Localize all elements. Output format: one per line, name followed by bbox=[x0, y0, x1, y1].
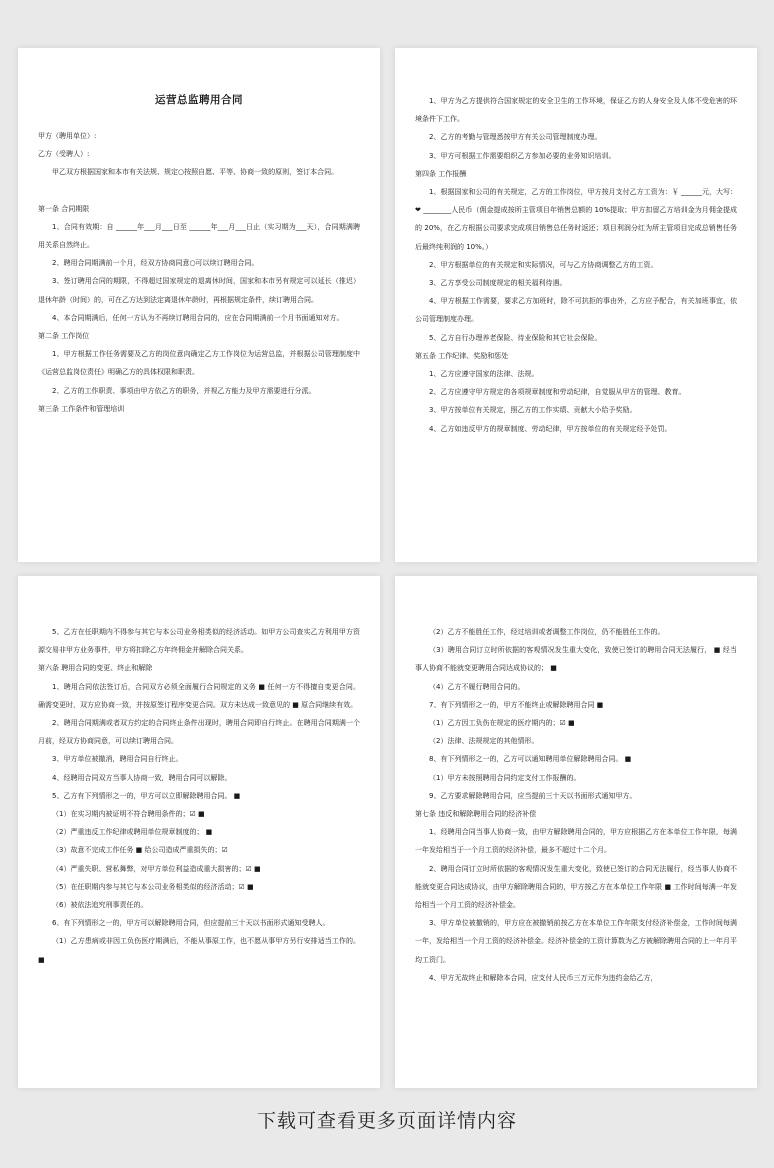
section-heading: 第五条 工作纪律、奖励和惩处 bbox=[415, 351, 509, 360]
contract-paragraph: 7、有下列情形之一的，甲方不能终止或解除聘用合同 ■ bbox=[429, 700, 604, 709]
document-page-2 bbox=[395, 48, 757, 562]
contract-paragraph: 3、甲方单位被撤销的，甲方应在被撤销前按乙方在本单位工作年限支付经济补偿金，工作时间每满一年，发给相当一个月工资的经济补偿金。经济补偿金的工资计算数为乙方被解除聘用合同的上一年月平均工资门。 bbox=[415, 919, 737, 964]
contract-paragraph: 1、合同有效期：自 ______年___月___日至 ______年___月___日止（实习期为___天），合同期满聘用关系自然终止。 bbox=[38, 222, 360, 250]
contract-paragraph: 3、甲方可根据工作需要组织乙方参加必要的业务知识培训。 bbox=[429, 151, 616, 160]
contract-paragraph: 2、聘用合同订立时所依据的客观情况发生重大变化，致使已签订的合同无法履行，经当事人协商不能就变更合同达成协议，由甲方解除聘用合同的，甲方按乙方在本单位工作年限 ■ 工作时间每满一年发给相当一个月工资的经济补偿金。 bbox=[415, 864, 737, 910]
download-hint-text: 下载可查看更多页面详情内容 bbox=[256, 1110, 517, 1132]
section-heading: 甲方（聘用单位）: bbox=[38, 132, 97, 140]
document-page-4 bbox=[395, 576, 757, 1088]
contract-paragraph: 4、乙方如违反甲方的规章制度、劳动纪律，甲方按单位的有关规定经予处罚。 bbox=[429, 424, 672, 433]
contract-paragraph: （2）乙方不能胜任工作，经过培训或者调整工作岗位，仍不能胜任工作的。 bbox=[429, 628, 665, 636]
contract-paragraph: 1、聘用合同依法签订后，合同双方必须全面履行合同规定的义务 ■ 任何一方不得擅自变更合同。确需变更时，双方应协商一致，并按原签订程序变更合同。双方未达成一致意见的 ■ 原合同继续有效。 bbox=[38, 682, 360, 709]
contract-paragraph: 3、乙方享受公司制度规定的相关福利待遇。 bbox=[429, 279, 567, 288]
section-heading: 第三条 工作条件和管理培训 bbox=[38, 404, 125, 413]
contract-paragraph: （5）在任职期内参与其它与本公司业务相类似的经济活动；☑ ■ bbox=[52, 882, 254, 891]
contract-paragraph: 8、有下列情形之一的，乙方可以通知聘用单位解除聘用合同。 ■ bbox=[429, 755, 632, 764]
contract-paragraph: 4、本合同期满后，任何一方认为不再续订聘用合同的，应在合同期满前一个月书面通知对方。 bbox=[52, 313, 344, 322]
contract-paragraph: 4、甲方无故终止和解除本合同，应支付人民币三万元作为违约金给乙方， bbox=[429, 973, 658, 982]
section-heading: 第六条 聘用合同的变更、终止和解除 bbox=[38, 664, 153, 673]
document-page-1 bbox=[18, 48, 380, 562]
document-page-3 bbox=[18, 576, 380, 1088]
contract-paragraph: 1、根据国家和公司的有关规定，乙方的工作岗位，甲方按月支付乙方工资为：￥ ______元，大写：❤ ________人民币（佣金提成按所主管项目年销售总额的 10%提取；甲方扣留乙方培训金为月佣金提成的 20%，在乙方根据公司要求完成项目销售总任务时返还；项目利润分红为所主管项目完成总销售任务后最终纯利润的 10%。） bbox=[415, 188, 737, 251]
contract-paragraph: 6、有下列情形之一的，甲方可以解除聘用合同，但应提前三十天以书面形式通知受聘人。 bbox=[52, 919, 330, 928]
contract-paragraph: （2）严重违反工作纪律或聘用单位规章制度的； ■ bbox=[52, 828, 213, 837]
contract-paragraph: 4、甲方根据工作需要，要求乙方加班时，除不可抗拒的事由外，乙方应予配合，有关加班事宜，依公司管理制度办理。 bbox=[415, 297, 737, 324]
contract-title: 运营总监聘用合同 bbox=[155, 94, 243, 106]
contract-paragraph: 3、甲方单位被撤消，聘用合同自行终止。 bbox=[52, 755, 183, 764]
section-heading: 第四条 工作报酬 bbox=[415, 169, 467, 178]
contract-paragraph: 2、甲方根据单位的有关规定和实际情况，可与乙方协商调整乙方的工资。 bbox=[429, 260, 658, 269]
paragraph-gap bbox=[38, 182, 360, 200]
contract-paragraph: 甲乙双方根据国家和本市有关法规、规定○按照自愿、平等、协商一致的原则，签订本合同。 bbox=[52, 168, 339, 177]
contract-paragraph: （1）乙方患病或非因工负伤医疗期满后，不能从事原工作，也不愿从事甲方另行安排适当工作的。 ■ bbox=[38, 937, 360, 964]
contract-paragraph: （1）甲方未按照聘用合同约定支付工作报酬的。 bbox=[429, 773, 581, 782]
contract-paragraph: 2、聘用合同期满前一个月，经双方协商同意○可以续订聘用合同。 bbox=[52, 259, 259, 268]
section-heading: 第一条 合同期限 bbox=[38, 204, 90, 213]
contract-paragraph: （3）聘用合同订立时所依据的客观情况发生重大变化，致使已签订的聘用合同无法履行， ■ 经当事人协商不能就变更聘用合同达成协议的； ■ bbox=[415, 646, 737, 673]
contract-paragraph: （2）法律、法规规定的其他情形。 bbox=[429, 737, 539, 746]
contract-paragraph: （1）乙方因工负伤在规定的医疗期内的；☑ ■ bbox=[429, 719, 575, 728]
contract-paragraph: 4、经聘用合同双方当事人协商一致，聘用合同可以解除。 bbox=[52, 773, 232, 782]
contract-paragraph: 2、乙方应遵守甲方规定的各项规章制度和劳动纪律，自觉服从甲方的管理、教育。 bbox=[429, 388, 686, 397]
contract-paragraph: 2、乙方的考勤与管理悉按甲方有关公司管理制度办理。 bbox=[429, 133, 602, 142]
contract-paragraph: （6）被依法追究刑事责任的。 bbox=[52, 901, 148, 910]
contract-paragraph: 5、乙方有下列情形之一的，甲方可以立即解除聘用合同。 ■ bbox=[52, 791, 241, 800]
contract-paragraph: 1、经聘用合同当事人协商一致，由甲方解除聘用合同的，甲方应根据乙方在本单位工作年限，每满一年发给相当于一个月工资的经济补偿，最多不超过十二个月。 bbox=[415, 828, 737, 855]
contract-paragraph: （4）乙方不履行聘用合同的。 bbox=[429, 682, 525, 691]
contract-paragraph: 3、签订聘用合同的期限，不得超过国家规定的退离休时间，国家和本市另有规定可以延长（推迟）退休年龄（时间）的，可在乙方达到法定离退休年龄时，再根据规定条件，续订聘用合同。 bbox=[38, 277, 360, 304]
contract-paragraph: （4）严重失职、营私舞弊，对甲方单位利益造成重大损害的；☑ ■ bbox=[52, 864, 261, 873]
contract-paragraph: 1、甲方为乙方提供符合国家规定的安全卫生的工作环境，保证乙方的人身安全及人体不受危害的环境条件下工作。 bbox=[415, 97, 737, 124]
contract-paragraph: 3、甲方按单位有关规定，照乙方的工作实绩、贡献大小给予奖励。 bbox=[429, 406, 637, 415]
contract-paragraph: 2、乙方的工作职责、事项由甲方依乙方的职务，并视乙方能力及甲方需要进行分派。 bbox=[52, 386, 316, 395]
contract-paragraph: （3）故意不完成工作任务 ■ 给公司造成严重损失的；☑ bbox=[52, 846, 228, 855]
section-heading: 第七条 违反和解除聘用合同的经济补偿 bbox=[415, 810, 537, 819]
contract-paragraph: 1、甲方根据工作任务需要及乙方的岗位意向确定乙方工作岗位为运营总监，并根据公司管理制度中《运营总监岗位责任》明确乙方的具体权限和职责。 bbox=[38, 350, 360, 377]
contract-paragraph: 1、乙方应遵守国家的法律、法规。 bbox=[429, 370, 539, 379]
contract-paragraph: 2、聘用合同期满或者双方约定的合同终止条件出现时，聘用合同即自行终止。在聘用合同期满一个月前，经双方协商同意，可以续订聘用合同。 bbox=[38, 719, 360, 746]
section-heading: 第二条 工作岗位 bbox=[38, 332, 90, 341]
contract-paragraph: 5、乙方在任职期内不得参与其它与本公司业务相类似的经济活动。如甲方公司查实乙方利用甲方资源交易非甲方业务事件，甲方将扣除乙方年终佣金并解除合同关系。 bbox=[38, 628, 360, 655]
contract-paragraph: （1）在实习期内被证明不符合聘用条件的；☑ ■ bbox=[52, 810, 205, 819]
section-heading: 乙方（受聘人）: bbox=[38, 150, 90, 159]
contract-paragraph: 5、乙方自行办理养老保险、待业保险和其它社会保险。 bbox=[429, 333, 602, 342]
contract-paragraph: 9、乙方要求解除聘用合同，应当提前三十天以书面形式通知甲方。 bbox=[429, 791, 637, 800]
